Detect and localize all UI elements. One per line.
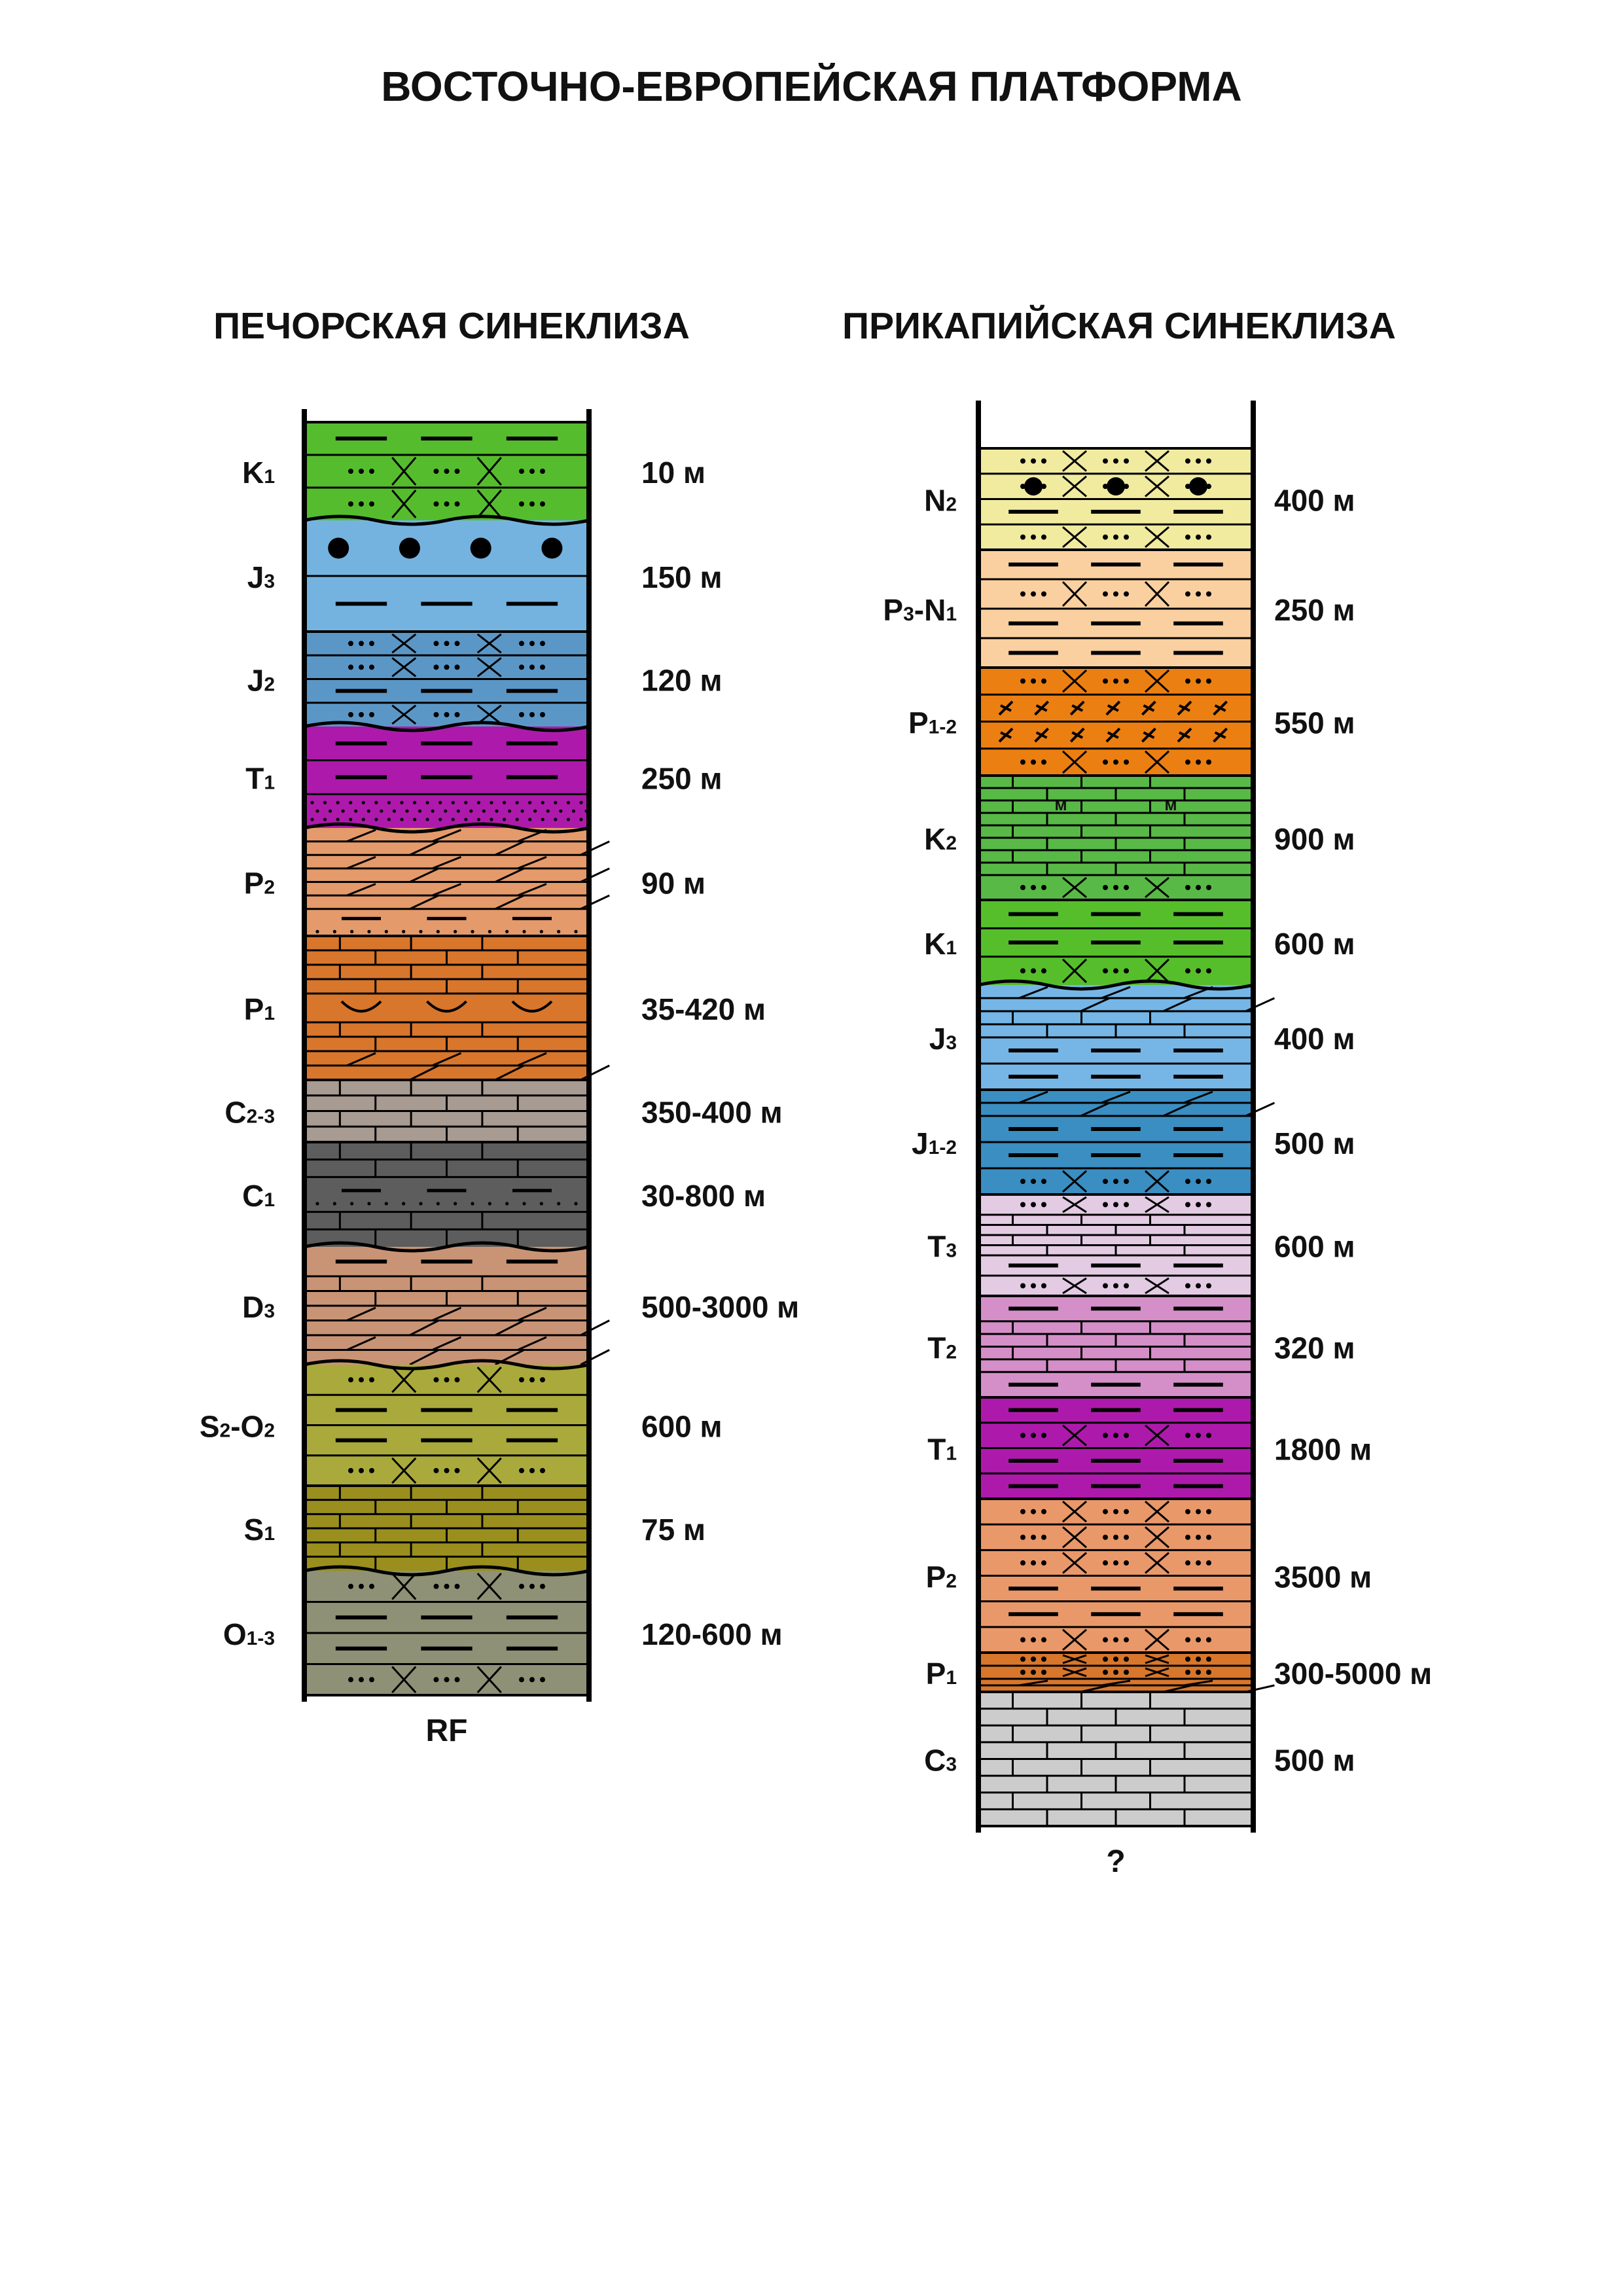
thickness-label: 400 м [1274,483,1355,518]
age-label: T2 [927,1331,957,1365]
age-label: T1 [927,1432,957,1467]
layer-k1 [924,900,1355,985]
thickness-label: 120 м [641,663,722,698]
age-label: K2 [924,822,957,856]
thickness-label: 600 м [641,1409,722,1444]
thickness-label: 75 м [641,1513,705,1547]
thickness-label: 900 м [1274,822,1355,856]
age-label: C2-3 [224,1095,275,1130]
pechora-column [200,409,799,1748]
layer-k2 [924,776,1355,900]
thickness-label: 35-420 м [641,992,766,1026]
layer-p2 [926,1499,1372,1653]
caspian-column [883,401,1432,1879]
age-label: C1 [242,1179,275,1213]
layer-o13 [223,1567,783,1695]
layer-j3 [929,981,1355,1090]
thickness-label: 250 м [1274,593,1355,627]
thickness-label: 400 м [1274,1022,1355,1056]
thickness-label: 500-3000 м [641,1290,800,1324]
age-label: O1-3 [223,1617,275,1651]
layer-j2 [247,632,722,726]
layer-k1 [242,422,705,520]
layer-t1 [927,1397,1372,1499]
age-label: P1-2 [908,706,957,740]
age-label: P1 [925,1657,957,1691]
thickness-label: 500 м [1274,1743,1355,1778]
thickness-label: 150 м [641,560,722,594]
thickness-label: 500 м [1274,1126,1355,1160]
thickness-label: 350-400 м [641,1095,783,1130]
layer-p2 [244,824,705,936]
age-label: N2 [924,483,957,518]
layer-t1 [245,723,722,828]
layer-d3 [242,1243,799,1365]
age-label: K1 [924,927,957,961]
layer-c23 [224,1080,782,1142]
age-label: J3 [929,1022,957,1056]
column-base-label: ? [1106,1844,1126,1879]
layer-j3 [247,516,722,632]
layer-s1 [244,1486,705,1571]
age-label: J2 [247,663,275,698]
age-label: P1 [243,992,275,1026]
age-label: J1-2 [912,1126,957,1160]
age-label: S2-O2 [199,1409,275,1444]
svg-text:м: м [1054,795,1067,814]
thickness-label: 3500 м [1274,1560,1372,1594]
layer-c1 [242,1142,766,1247]
layer-n2 [924,448,1355,550]
thickness-label: 120-600 м [641,1617,783,1651]
thickness-label: 320 м [1274,1331,1355,1365]
layer-p1 [926,1653,1433,1692]
caspian-column-title: ПРИКАПИЙСКАЯ СИНЕКЛИЗА [842,305,1396,347]
thickness-label: 90 м [641,866,705,901]
layer-s2 [200,1361,722,1486]
svg-text:м: м [1164,795,1177,814]
page-title: ВОСТОЧНО-ЕВРОПЕЙСКАЯ ПЛАТФОРМА [381,63,1242,110]
layer-p12 [908,668,1355,776]
age-label: T1 [245,761,275,796]
thickness-label: 600 м [1274,927,1355,961]
age-label: P2 [243,866,275,901]
thickness-label: 550 м [1274,706,1355,740]
column-base-label: RF [425,1713,468,1748]
thickness-label: 300-5000 м [1274,1657,1433,1691]
thickness-label: 600 м [1274,1229,1355,1264]
age-label: P2 [925,1560,957,1594]
layer-c3 [924,1692,1355,1826]
thickness-label: 30-800 м [641,1179,766,1213]
layer-t3 [927,1194,1355,1296]
pechora-column-title: ПЕЧОРСКАЯ СИНЕКЛИЗА [213,305,690,347]
age-label: S1 [243,1513,275,1547]
thickness-label: 10 м [641,456,705,490]
age-label: J3 [247,560,275,594]
age-label: K1 [242,456,275,490]
age-label: C3 [924,1743,957,1778]
thickness-label: 1800 м [1274,1432,1372,1467]
age-label: T3 [927,1229,957,1264]
thickness-label: 250 м [641,761,722,796]
layer-p1 [244,936,766,1080]
layer-t2 [927,1296,1355,1397]
age-label: D3 [242,1290,275,1324]
age-label: P3-N1 [883,593,957,627]
layer-p3 [883,550,1355,668]
